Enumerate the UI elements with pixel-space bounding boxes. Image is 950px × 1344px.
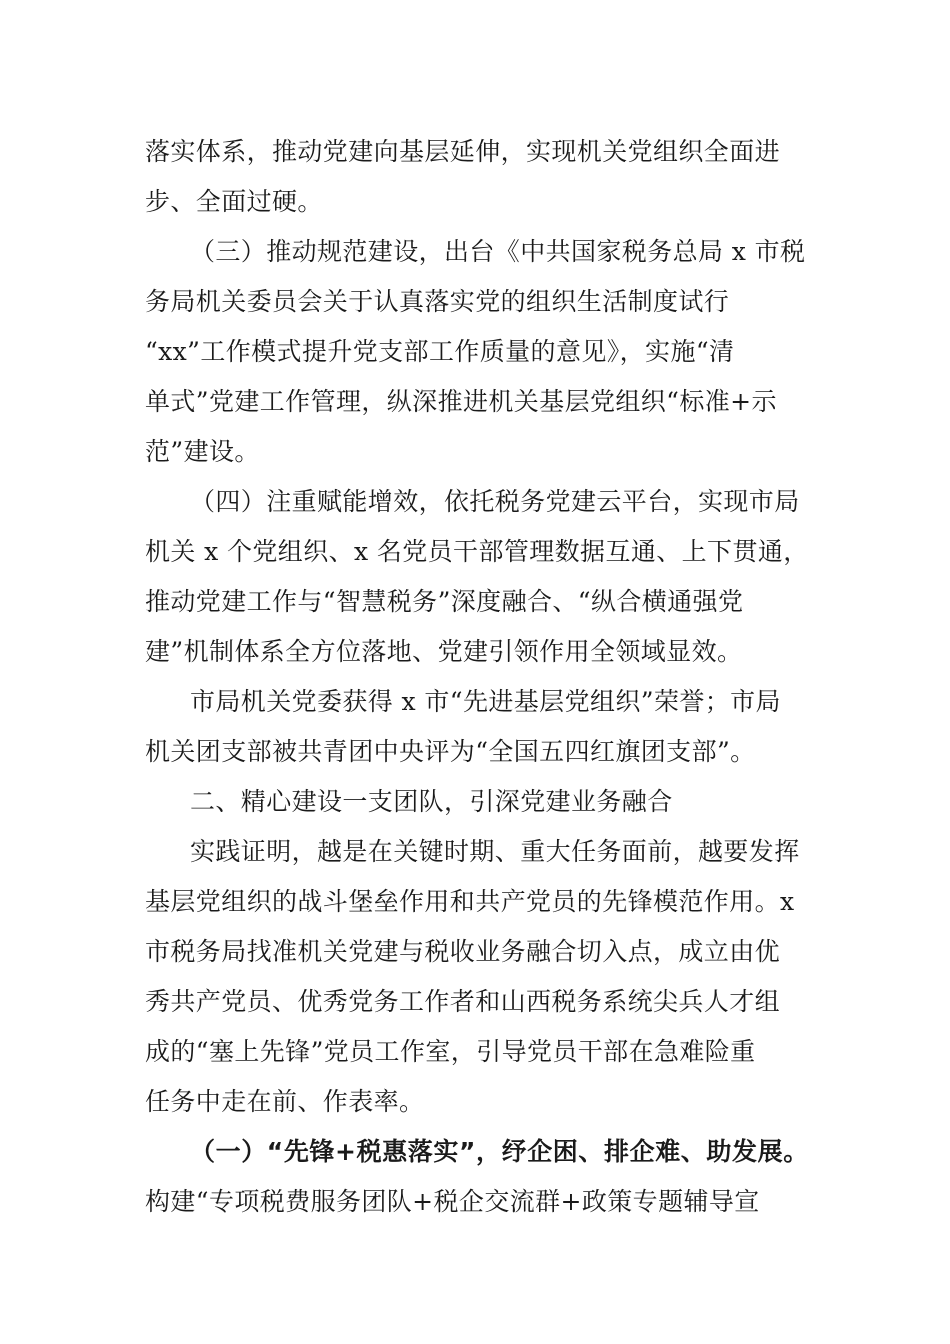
text-line: 实践证明，越是在关键时期、重大任务面前，越要发挥 <box>190 837 800 866</box>
text-line: 单式”党建工作管理，纵深推进机关基层党组织“标准+示 <box>145 387 777 416</box>
text-line: “xx”工作模式提升党支部工作质量的意见》，实施“清 <box>145 337 735 366</box>
text-line: 建”机制体系全方位落地、党建引领作用全领域显效。 <box>145 637 743 666</box>
text-line: 范”建设。 <box>145 437 260 466</box>
text-line: 市局机关党委获得 x 市“先进基层党组织”荣誉；市局 <box>190 687 781 716</box>
text-line: 机关团支部被共青团中央评为“全国五四红旗团支部”。 <box>145 737 756 766</box>
text-line: （四）注重赋能增效，依托税务党建云平台，实现市局 <box>190 487 800 516</box>
text-line: 成的“塞上先锋”党员工作室，引导党员干部在急难险重 <box>145 1037 756 1066</box>
text-line: 落实体系，推动党建向基层延伸，实现机关党组织全面进 <box>145 137 781 166</box>
subsection-heading: （一）“先锋+税惠落实”，纾企困、排企难、助发展。 <box>190 1137 809 1166</box>
text-line: 推动党建工作与“智慧税务”深度融合、“纵合横通强党 <box>145 587 744 616</box>
text-line: 务局机关委员会关于认真落实党的组织生活制度试行 <box>145 287 730 316</box>
text-line: （三）推动规范建设，出台《中共国家税务总局 x 市税 <box>190 237 806 266</box>
text-line: 任务中走在前、作表率。 <box>145 1087 425 1116</box>
text-line: 步、全面过硬。 <box>145 187 323 216</box>
text-line: 构建“专项税费服务团队+税企交流群+政策专题辅导宣 <box>145 1187 760 1216</box>
text-line: 基层党组织的战斗堡垒作用和共产党员的先锋模范作用。x <box>145 887 795 916</box>
text-line: 机关 x 个党组织、x 名党员干部管理数据互通、上下贯通， <box>145 537 809 566</box>
text-line: 市税务局找准机关党建与税收业务融合切入点，成立由优 <box>145 937 781 966</box>
section-heading: 二、精心建设一支团队，引深党建业务融合 <box>190 787 673 816</box>
text-line: 秀共产党员、优秀党务工作者和山西税务系统尖兵人才组 <box>145 987 781 1016</box>
